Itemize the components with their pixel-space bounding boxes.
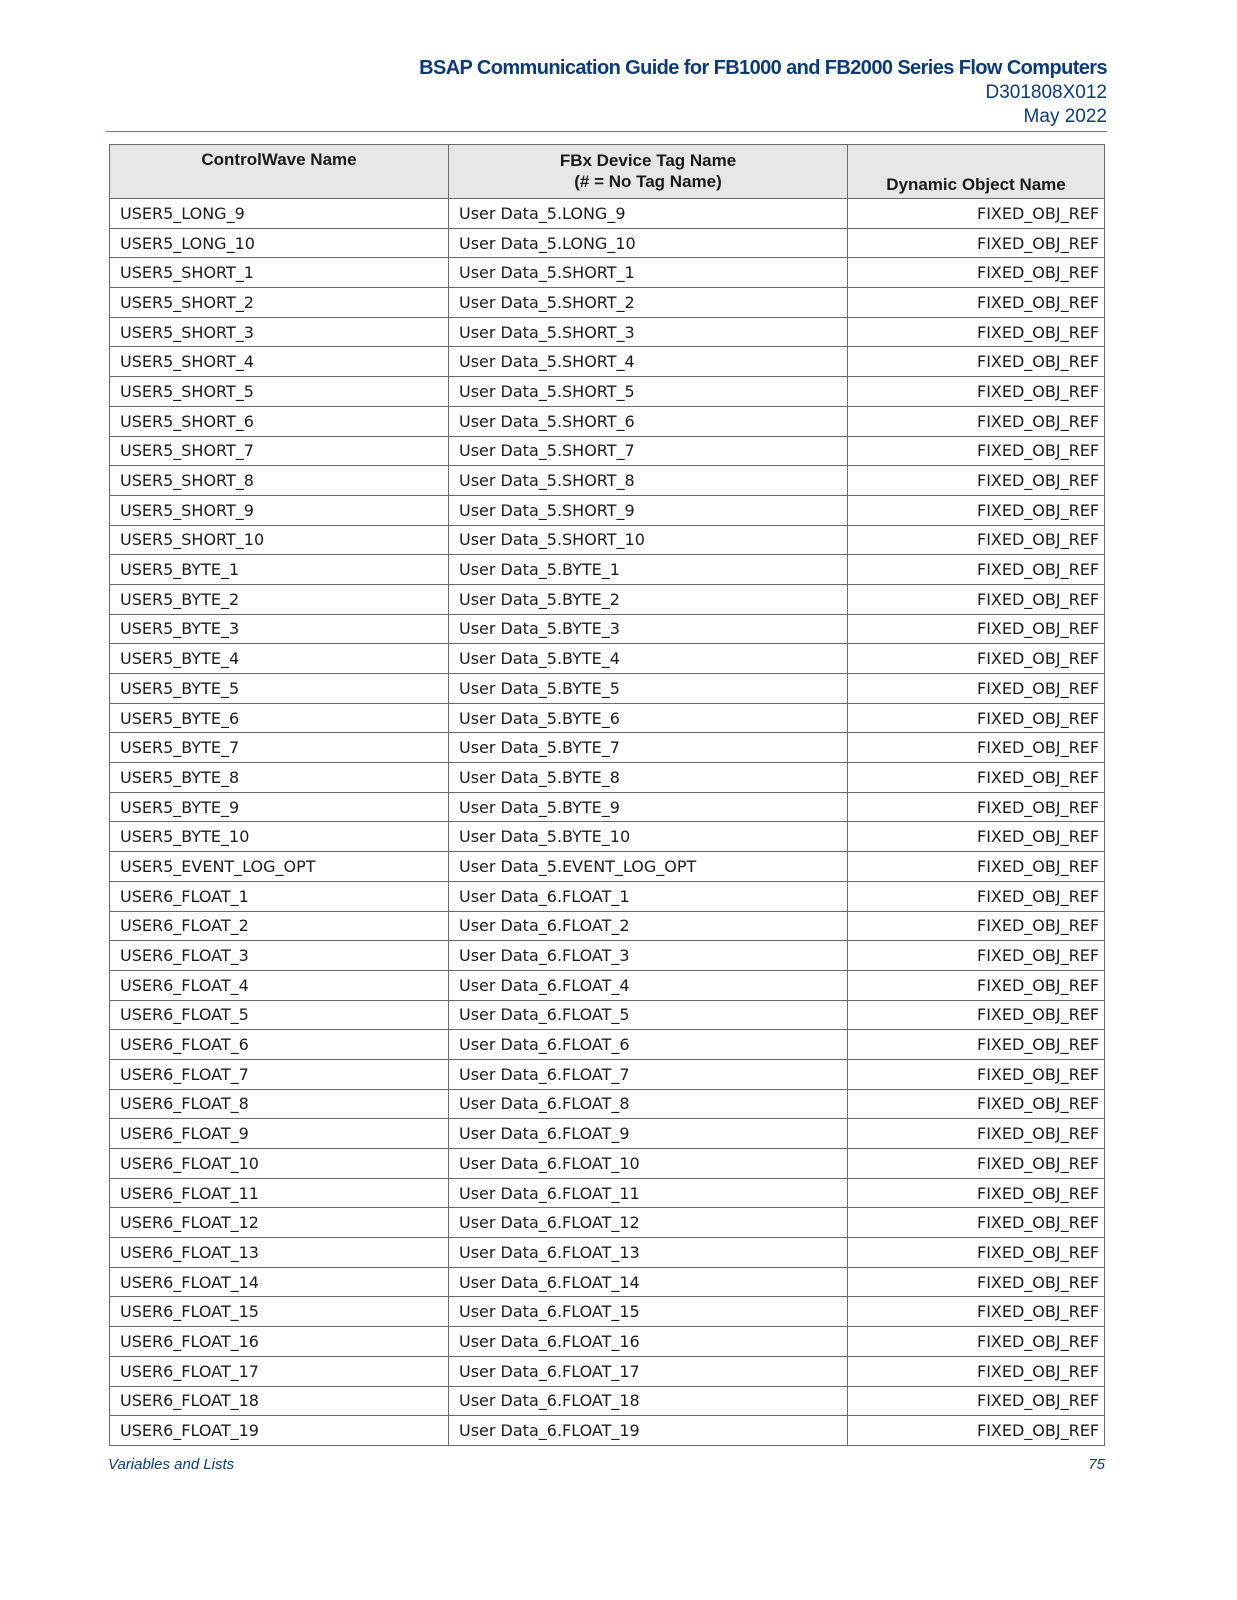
table-row: [110, 614, 1105, 644]
table-row: [110, 911, 1105, 941]
table-row: [110, 1208, 1105, 1238]
header-controlwave-name: ControlWave Name: [110, 145, 449, 199]
cell-dynamic-object-name: FIXED_OBJ_REF: [848, 644, 1105, 674]
cell-controlwave-name: USER6_FLOAT_15: [110, 1297, 449, 1327]
cell-controlwave-name: USER6_FLOAT_1: [110, 881, 449, 911]
table-row: [110, 1059, 1105, 1089]
cell-dynamic-object-name: FIXED_OBJ_REF: [848, 288, 1105, 318]
cell-controlwave-name: USER5_BYTE_4: [110, 644, 449, 674]
cell-controlwave-name: USER6_FLOAT_11: [110, 1178, 449, 1208]
table-row: [110, 970, 1105, 1000]
header-dynamic-object-name: Dynamic Object Name: [848, 145, 1105, 199]
cell-controlwave-name: USER5_SHORT_6: [110, 406, 449, 436]
cell-fbx-device-tag-name: User Data_6.FLOAT_7: [449, 1059, 848, 1089]
table-row: [110, 1416, 1105, 1446]
cell-fbx-device-tag-name: User Data_5.BYTE_2: [449, 584, 848, 614]
cell-fbx-device-tag-name: User Data_5.LONG_10: [449, 228, 848, 258]
variables-table: [109, 144, 1105, 1446]
cell-fbx-device-tag-name: User Data_5.BYTE_3: [449, 614, 848, 644]
cell-dynamic-object-name: FIXED_OBJ_REF: [848, 258, 1105, 288]
cell-fbx-device-tag-name: User Data_5.BYTE_1: [449, 555, 848, 585]
cell-fbx-device-tag-name: User Data_6.FLOAT_12: [449, 1208, 848, 1238]
cell-dynamic-object-name: FIXED_OBJ_REF: [848, 911, 1105, 941]
cell-dynamic-object-name: FIXED_OBJ_REF: [848, 525, 1105, 555]
cell-controlwave-name: USER6_FLOAT_4: [110, 970, 449, 1000]
table-row: [110, 555, 1105, 585]
cell-controlwave-name: USER5_BYTE_8: [110, 763, 449, 793]
cell-dynamic-object-name: FIXED_OBJ_REF: [848, 1119, 1105, 1149]
document-title: BSAP Communication Guide for FB1000 and FB2000 Series Flow Computers: [419, 57, 1107, 79]
cell-fbx-device-tag-name: User Data_5.SHORT_8: [449, 466, 848, 496]
cell-controlwave-name: USER6_FLOAT_13: [110, 1238, 449, 1268]
cell-controlwave-name: USER5_SHORT_1: [110, 258, 449, 288]
table-row: [110, 377, 1105, 407]
cell-controlwave-name: USER5_LONG_9: [110, 199, 449, 229]
cell-controlwave-name: USER5_SHORT_4: [110, 347, 449, 377]
table-row: [110, 1149, 1105, 1179]
cell-controlwave-name: USER5_SHORT_9: [110, 495, 449, 525]
cell-controlwave-name: USER5_BYTE_3: [110, 614, 449, 644]
cell-dynamic-object-name: FIXED_OBJ_REF: [848, 1000, 1105, 1030]
cell-controlwave-name: USER6_FLOAT_2: [110, 911, 449, 941]
cell-controlwave-name: USER5_SHORT_7: [110, 436, 449, 466]
table-row: [110, 466, 1105, 496]
cell-fbx-device-tag-name: User Data_6.FLOAT_6: [449, 1030, 848, 1060]
cell-controlwave-name: USER5_BYTE_1: [110, 555, 449, 585]
table-row: [110, 288, 1105, 318]
cell-fbx-device-tag-name: User Data_5.EVENT_LOG_OPT: [449, 852, 848, 882]
cell-fbx-device-tag-name: User Data_5.BYTE_9: [449, 792, 848, 822]
table-row: [110, 1030, 1105, 1060]
table-row: [110, 228, 1105, 258]
cell-dynamic-object-name: FIXED_OBJ_REF: [848, 763, 1105, 793]
table-row: [110, 792, 1105, 822]
cell-dynamic-object-name: FIXED_OBJ_REF: [848, 674, 1105, 704]
cell-controlwave-name: USER5_BYTE_7: [110, 733, 449, 763]
cell-controlwave-name: USER6_FLOAT_12: [110, 1208, 449, 1238]
table-row: [110, 703, 1105, 733]
cell-controlwave-name: USER5_SHORT_10: [110, 525, 449, 555]
table-row: [110, 584, 1105, 614]
cell-controlwave-name: USER6_FLOAT_16: [110, 1327, 449, 1357]
cell-controlwave-name: USER6_FLOAT_18: [110, 1386, 449, 1416]
cell-dynamic-object-name: FIXED_OBJ_REF: [848, 1059, 1105, 1089]
cell-fbx-device-tag-name: User Data_6.FLOAT_4: [449, 970, 848, 1000]
table-row: [110, 1327, 1105, 1357]
cell-controlwave-name: USER5_EVENT_LOG_OPT: [110, 852, 449, 882]
cell-fbx-device-tag-name: User Data_6.FLOAT_13: [449, 1238, 848, 1268]
table-row: [110, 406, 1105, 436]
cell-dynamic-object-name: FIXED_OBJ_REF: [848, 1238, 1105, 1268]
cell-controlwave-name: USER5_BYTE_5: [110, 674, 449, 704]
cell-controlwave-name: USER6_FLOAT_8: [110, 1089, 449, 1119]
cell-fbx-device-tag-name: User Data_6.FLOAT_2: [449, 911, 848, 941]
cell-dynamic-object-name: FIXED_OBJ_REF: [848, 1149, 1105, 1179]
cell-fbx-device-tag-name: User Data_5.SHORT_10: [449, 525, 848, 555]
cell-controlwave-name: USER6_FLOAT_10: [110, 1149, 449, 1179]
cell-fbx-device-tag-name: User Data_5.BYTE_6: [449, 703, 848, 733]
table-row: [110, 1238, 1105, 1268]
cell-controlwave-name: USER6_FLOAT_7: [110, 1059, 449, 1089]
table-row: [110, 852, 1105, 882]
cell-controlwave-name: USER6_FLOAT_17: [110, 1356, 449, 1386]
cell-controlwave-name: USER5_SHORT_8: [110, 466, 449, 496]
table-row: [110, 674, 1105, 704]
cell-fbx-device-tag-name: User Data_6.FLOAT_18: [449, 1386, 848, 1416]
cell-controlwave-name: USER5_SHORT_5: [110, 377, 449, 407]
table-body: [110, 199, 1105, 1446]
table-row: [110, 1386, 1105, 1416]
page-header: [419, 56, 1107, 129]
cell-fbx-device-tag-name: User Data_6.FLOAT_9: [449, 1119, 848, 1149]
cell-fbx-device-tag-name: User Data_6.FLOAT_15: [449, 1297, 848, 1327]
cell-fbx-device-tag-name: User Data_6.FLOAT_14: [449, 1267, 848, 1297]
cell-fbx-device-tag-name: User Data_6.FLOAT_16: [449, 1327, 848, 1357]
table-row: [110, 822, 1105, 852]
cell-fbx-device-tag-name: User Data_6.FLOAT_3: [449, 941, 848, 971]
cell-fbx-device-tag-name: User Data_5.SHORT_1: [449, 258, 848, 288]
cell-dynamic-object-name: FIXED_OBJ_REF: [848, 436, 1105, 466]
cell-dynamic-object-name: FIXED_OBJ_REF: [848, 1386, 1105, 1416]
cell-dynamic-object-name: FIXED_OBJ_REF: [848, 406, 1105, 436]
cell-controlwave-name: USER5_BYTE_10: [110, 822, 449, 852]
cell-dynamic-object-name: FIXED_OBJ_REF: [848, 1267, 1105, 1297]
cell-fbx-device-tag-name: User Data_5.SHORT_3: [449, 317, 848, 347]
cell-dynamic-object-name: FIXED_OBJ_REF: [848, 970, 1105, 1000]
cell-dynamic-object-name: FIXED_OBJ_REF: [848, 347, 1105, 377]
document-date: May 2022: [1023, 106, 1107, 127]
table-row: [110, 317, 1105, 347]
cell-fbx-device-tag-name: User Data_6.FLOAT_5: [449, 1000, 848, 1030]
cell-controlwave-name: USER6_FLOAT_5: [110, 1000, 449, 1030]
cell-dynamic-object-name: FIXED_OBJ_REF: [848, 792, 1105, 822]
cell-controlwave-name: USER5_SHORT_2: [110, 288, 449, 318]
cell-fbx-device-tag-name: User Data_5.BYTE_5: [449, 674, 848, 704]
cell-controlwave-name: USER5_LONG_10: [110, 228, 449, 258]
table-row: [110, 347, 1105, 377]
cell-dynamic-object-name: FIXED_OBJ_REF: [848, 733, 1105, 763]
table-row: [110, 495, 1105, 525]
cell-dynamic-object-name: FIXED_OBJ_REF: [848, 1327, 1105, 1357]
cell-fbx-device-tag-name: User Data_5.BYTE_10: [449, 822, 848, 852]
table-row: [110, 881, 1105, 911]
header-fbx-line1: FBx Device Tag Name: [559, 151, 737, 170]
cell-controlwave-name: USER6_FLOAT_9: [110, 1119, 449, 1149]
table-row: [110, 763, 1105, 793]
cell-dynamic-object-name: FIXED_OBJ_REF: [848, 1356, 1105, 1386]
cell-dynamic-object-name: FIXED_OBJ_REF: [848, 881, 1105, 911]
table-row: [110, 1089, 1105, 1119]
table-row: [110, 1178, 1105, 1208]
cell-dynamic-object-name: FIXED_OBJ_REF: [848, 495, 1105, 525]
cell-fbx-device-tag-name: User Data_5.BYTE_4: [449, 644, 848, 674]
cell-fbx-device-tag-name: User Data_5.LONG_9: [449, 199, 848, 229]
header-fbx-line2: (# = No Tag Name): [574, 172, 722, 191]
cell-fbx-device-tag-name: User Data_5.BYTE_7: [449, 733, 848, 763]
cell-dynamic-object-name: FIXED_OBJ_REF: [848, 703, 1105, 733]
cell-fbx-device-tag-name: User Data_5.SHORT_9: [449, 495, 848, 525]
cell-dynamic-object-name: FIXED_OBJ_REF: [848, 852, 1105, 882]
footer-section-name: Variables and Lists: [108, 1456, 235, 1473]
cell-dynamic-object-name: FIXED_OBJ_REF: [848, 941, 1105, 971]
table-row: [110, 1356, 1105, 1386]
cell-dynamic-object-name: FIXED_OBJ_REF: [848, 1208, 1105, 1238]
cell-dynamic-object-name: FIXED_OBJ_REF: [848, 228, 1105, 258]
cell-dynamic-object-name: FIXED_OBJ_REF: [848, 1030, 1105, 1060]
cell-fbx-device-tag-name: User Data_5.SHORT_5: [449, 377, 848, 407]
cell-fbx-device-tag-name: User Data_6.FLOAT_19: [449, 1416, 848, 1446]
cell-controlwave-name: USER6_FLOAT_3: [110, 941, 449, 971]
cell-fbx-device-tag-name: User Data_5.SHORT_4: [449, 347, 848, 377]
table-row: [110, 199, 1105, 229]
cell-dynamic-object-name: FIXED_OBJ_REF: [848, 317, 1105, 347]
cell-controlwave-name: USER6_FLOAT_14: [110, 1267, 449, 1297]
cell-dynamic-object-name: FIXED_OBJ_REF: [848, 1089, 1105, 1119]
header-divider: [106, 131, 1107, 132]
cell-controlwave-name: USER5_BYTE_6: [110, 703, 449, 733]
cell-fbx-device-tag-name: User Data_6.FLOAT_10: [449, 1149, 848, 1179]
cell-fbx-device-tag-name: User Data_6.FLOAT_8: [449, 1089, 848, 1119]
cell-fbx-device-tag-name: User Data_5.SHORT_7: [449, 436, 848, 466]
cell-controlwave-name: USER5_SHORT_3: [110, 317, 449, 347]
cell-dynamic-object-name: FIXED_OBJ_REF: [848, 822, 1105, 852]
table-row: [110, 1297, 1105, 1327]
table-row: [110, 1119, 1105, 1149]
cell-dynamic-object-name: FIXED_OBJ_REF: [848, 584, 1105, 614]
cell-dynamic-object-name: FIXED_OBJ_REF: [848, 1178, 1105, 1208]
cell-dynamic-object-name: FIXED_OBJ_REF: [848, 1416, 1105, 1446]
cell-controlwave-name: USER6_FLOAT_6: [110, 1030, 449, 1060]
cell-fbx-device-tag-name: User Data_6.FLOAT_11: [449, 1178, 848, 1208]
table-row: [110, 1267, 1105, 1297]
table-row: [110, 1000, 1105, 1030]
cell-dynamic-object-name: FIXED_OBJ_REF: [848, 614, 1105, 644]
table-row: [110, 733, 1105, 763]
table-row: [110, 436, 1105, 466]
table-row: [110, 644, 1105, 674]
cell-fbx-device-tag-name: User Data_5.SHORT_2: [449, 288, 848, 318]
document-number: D301808X012: [985, 82, 1107, 103]
cell-controlwave-name: USER5_BYTE_2: [110, 584, 449, 614]
cell-dynamic-object-name: FIXED_OBJ_REF: [848, 199, 1105, 229]
table-row: [110, 258, 1105, 288]
table-header-row: [110, 145, 1105, 199]
cell-controlwave-name: USER5_BYTE_9: [110, 792, 449, 822]
cell-dynamic-object-name: FIXED_OBJ_REF: [848, 377, 1105, 407]
cell-fbx-device-tag-name: User Data_5.BYTE_8: [449, 763, 848, 793]
cell-controlwave-name: USER6_FLOAT_19: [110, 1416, 449, 1446]
cell-dynamic-object-name: FIXED_OBJ_REF: [848, 555, 1105, 585]
table-row: [110, 941, 1105, 971]
cell-dynamic-object-name: FIXED_OBJ_REF: [848, 466, 1105, 496]
cell-dynamic-object-name: FIXED_OBJ_REF: [848, 1297, 1105, 1327]
cell-fbx-device-tag-name: User Data_6.FLOAT_1: [449, 881, 848, 911]
cell-fbx-device-tag-name: User Data_5.SHORT_6: [449, 406, 848, 436]
table-row: [110, 525, 1105, 555]
cell-fbx-device-tag-name: User Data_6.FLOAT_17: [449, 1356, 848, 1386]
footer-page-number: 75: [1088, 1456, 1105, 1473]
header-fbx-device-tag-name: [449, 145, 848, 199]
